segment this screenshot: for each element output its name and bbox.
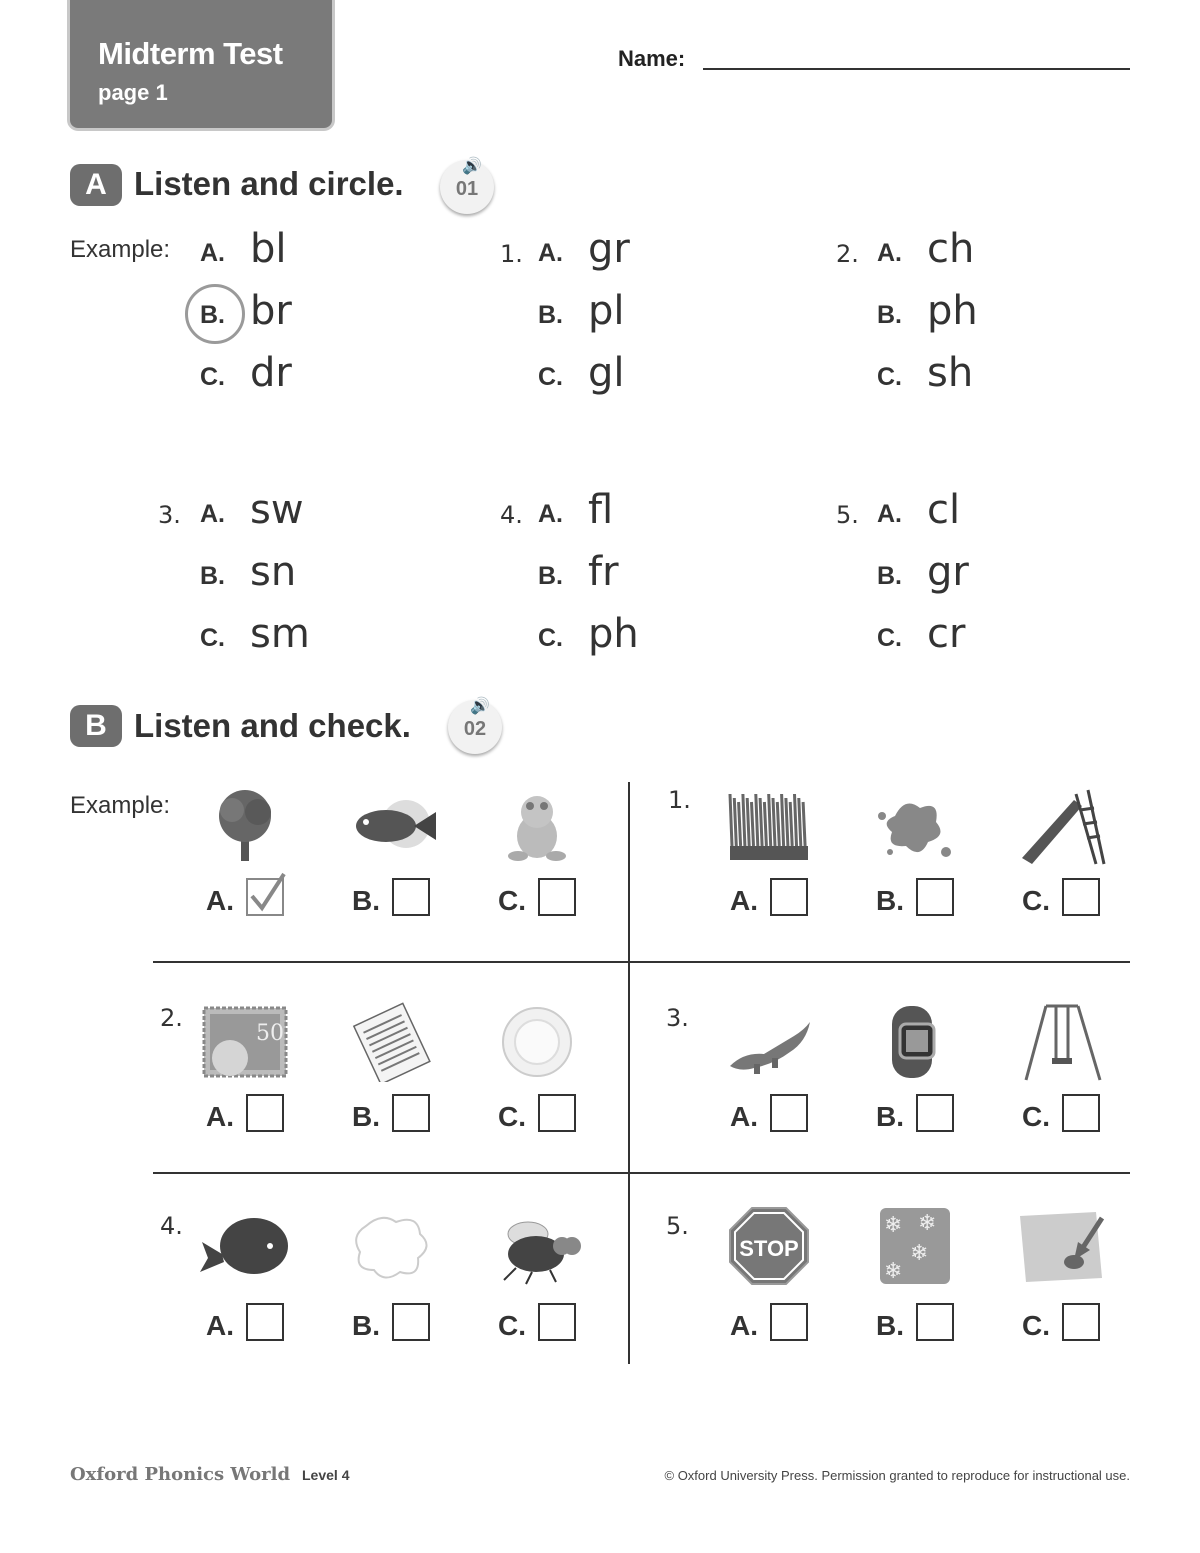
whale-icon [200,1206,290,1286]
checkbox[interactable] [392,878,430,916]
footer-copyright: © Oxford University Press. Permission granted to reproduce for instructional use. [664,1468,1130,1483]
plate-icon [492,1002,582,1082]
checkbox[interactable] [392,1094,430,1132]
choice-option[interactable]: ph [588,611,639,657]
choice-option[interactable]: br [250,288,292,334]
option-letter: B. [876,1310,904,1341]
option-letter: C. [498,885,526,916]
choice-letter: B. [877,301,902,329]
tree-icon [200,786,290,866]
choice-option[interactable]: cl [927,487,961,533]
choice-option[interactable]: sw [250,487,304,533]
example-label: Example: [70,792,171,819]
choice-option[interactable]: fr [588,549,619,595]
option-letter: C. [498,1101,526,1132]
page-subtitle: page 1 [98,80,168,105]
grid-divider-horizontal [153,1172,1130,1174]
option-letter: B. [352,885,380,916]
choice-option[interactable]: gr [588,226,630,272]
fly-icon [492,1206,582,1286]
section-a-badge: A [70,164,122,206]
svg-text:50: 50 [256,1021,284,1046]
grid-divider-horizontal [153,961,1130,963]
stamp-icon [200,1002,290,1082]
checkmark-icon [246,870,286,914]
splash-icon [870,786,960,866]
choice-letter: C. [200,624,225,652]
name-field[interactable] [703,68,1130,70]
choice-letter: A. [200,239,225,267]
question-number: 2. [160,1004,183,1032]
swing-icon [1016,1002,1106,1082]
choice-letter: C. [200,363,225,391]
watch-icon [870,1002,960,1082]
track-number: 01 [455,178,479,200]
choice-option[interactable]: ph [927,288,978,334]
name-label: Name: [618,46,686,71]
spot-icon [1016,1206,1106,1286]
audio-track-01[interactable] [440,160,494,214]
option-letter: B. [352,1101,380,1132]
slide-icon [1016,786,1106,866]
frog-icon [492,786,582,866]
section-b-title: Listen and check. [134,707,411,744]
section-a-title: Listen and circle. [134,165,404,202]
choice-letter: B. [200,562,225,590]
choice-option[interactable]: pl [588,288,625,334]
checkbox[interactable] [538,878,576,916]
choice-option[interactable]: ch [927,226,975,272]
choice-letter: A. [538,239,563,267]
svg-text:❄: ❄ [884,1213,903,1238]
option-letter: B. [876,885,904,916]
fish-icon [346,786,436,866]
choice-letter: A. [200,500,225,528]
checkbox[interactable] [770,878,808,916]
section-b-badge: B [70,705,122,747]
choice-option[interactable]: cr [927,611,966,657]
snow-icon [870,1206,960,1286]
option-letter: C. [498,1310,526,1341]
grass-icon [724,786,814,866]
option-letter: B. [876,1101,904,1132]
checkbox[interactable] [538,1094,576,1132]
choice-option[interactable]: sh [927,350,974,396]
choice-letter: C. [877,363,902,391]
choice-letter: B. [200,301,225,329]
question-number: 1. [500,240,523,268]
question-number: 3. [158,501,181,529]
question-number: 2. [836,240,859,268]
audio-track-02[interactable] [448,700,502,754]
option-letter: A. [730,1310,758,1341]
choice-option[interactable]: sn [250,549,297,595]
example-label: Example: [70,236,171,263]
checkbox[interactable] [1062,1303,1100,1341]
question-number: 5. [836,501,859,529]
grid-divider-vertical [628,782,630,1364]
footer-brand: Oxford Phonics World [70,1464,291,1485]
checkbox[interactable] [1062,1094,1100,1132]
choice-option[interactable]: bl [250,226,287,272]
option-letter: C. [1022,1101,1050,1132]
choice-option[interactable]: sm [250,611,310,657]
checkbox[interactable] [916,1303,954,1341]
option-letter: A. [206,1310,234,1341]
svg-text:STOP: STOP [739,1236,799,1261]
choice-letter: B. [877,562,902,590]
svg-text:❄: ❄ [884,1259,903,1284]
choice-letter: A. [538,500,563,528]
option-letter: C. [1022,885,1050,916]
option-letter: A. [730,1101,758,1132]
checkbox[interactable] [1062,878,1100,916]
checkbox[interactable] [246,1303,284,1341]
svg-text:❄: ❄ [910,1241,929,1266]
checkbox[interactable] [246,878,284,916]
option-letter: A. [206,1101,234,1132]
question-number: 4. [500,501,523,529]
checkbox[interactable] [392,1303,430,1341]
question-number: 4. [160,1212,183,1240]
choice-option[interactable]: fl [588,487,614,533]
speaker-icon: 🔊 [462,158,482,175]
option-letter: C. [1022,1310,1050,1341]
checkbox[interactable] [916,1094,954,1132]
option-letter: B. [352,1310,380,1341]
choice-letter: C. [538,624,563,652]
list-icon [346,1002,436,1082]
footer-level: Level 4 [302,1467,350,1483]
choice-option[interactable]: gl [588,350,625,396]
option-letter: A. [730,885,758,916]
choice-option[interactable]: dr [250,350,292,396]
page-title: Midterm Test [98,36,283,71]
checkbox[interactable] [770,1303,808,1341]
crocodile-icon [724,1002,814,1082]
choice-letter: C. [877,624,902,652]
choice-letter: B. [538,562,563,590]
choice-letter: A. [877,239,902,267]
question-number: 5. [666,1212,689,1240]
question-number: 3. [666,1004,689,1032]
choice-option[interactable]: gr [927,549,969,595]
option-letter: A. [206,885,234,916]
checkbox[interactable] [246,1094,284,1132]
choice-letter: A. [877,500,902,528]
choice-letter: B. [538,301,563,329]
checkbox[interactable] [770,1094,808,1132]
blob-icon [346,1206,436,1286]
checkbox[interactable] [538,1303,576,1341]
question-number: 1. [668,786,691,814]
svg-text:❄: ❄ [918,1211,937,1236]
speaker-icon: 🔊 [470,698,490,715]
choice-letter: C. [538,363,563,391]
checkbox[interactable] [916,878,954,916]
track-number: 02 [463,718,487,740]
stop-sign-icon [724,1206,814,1286]
